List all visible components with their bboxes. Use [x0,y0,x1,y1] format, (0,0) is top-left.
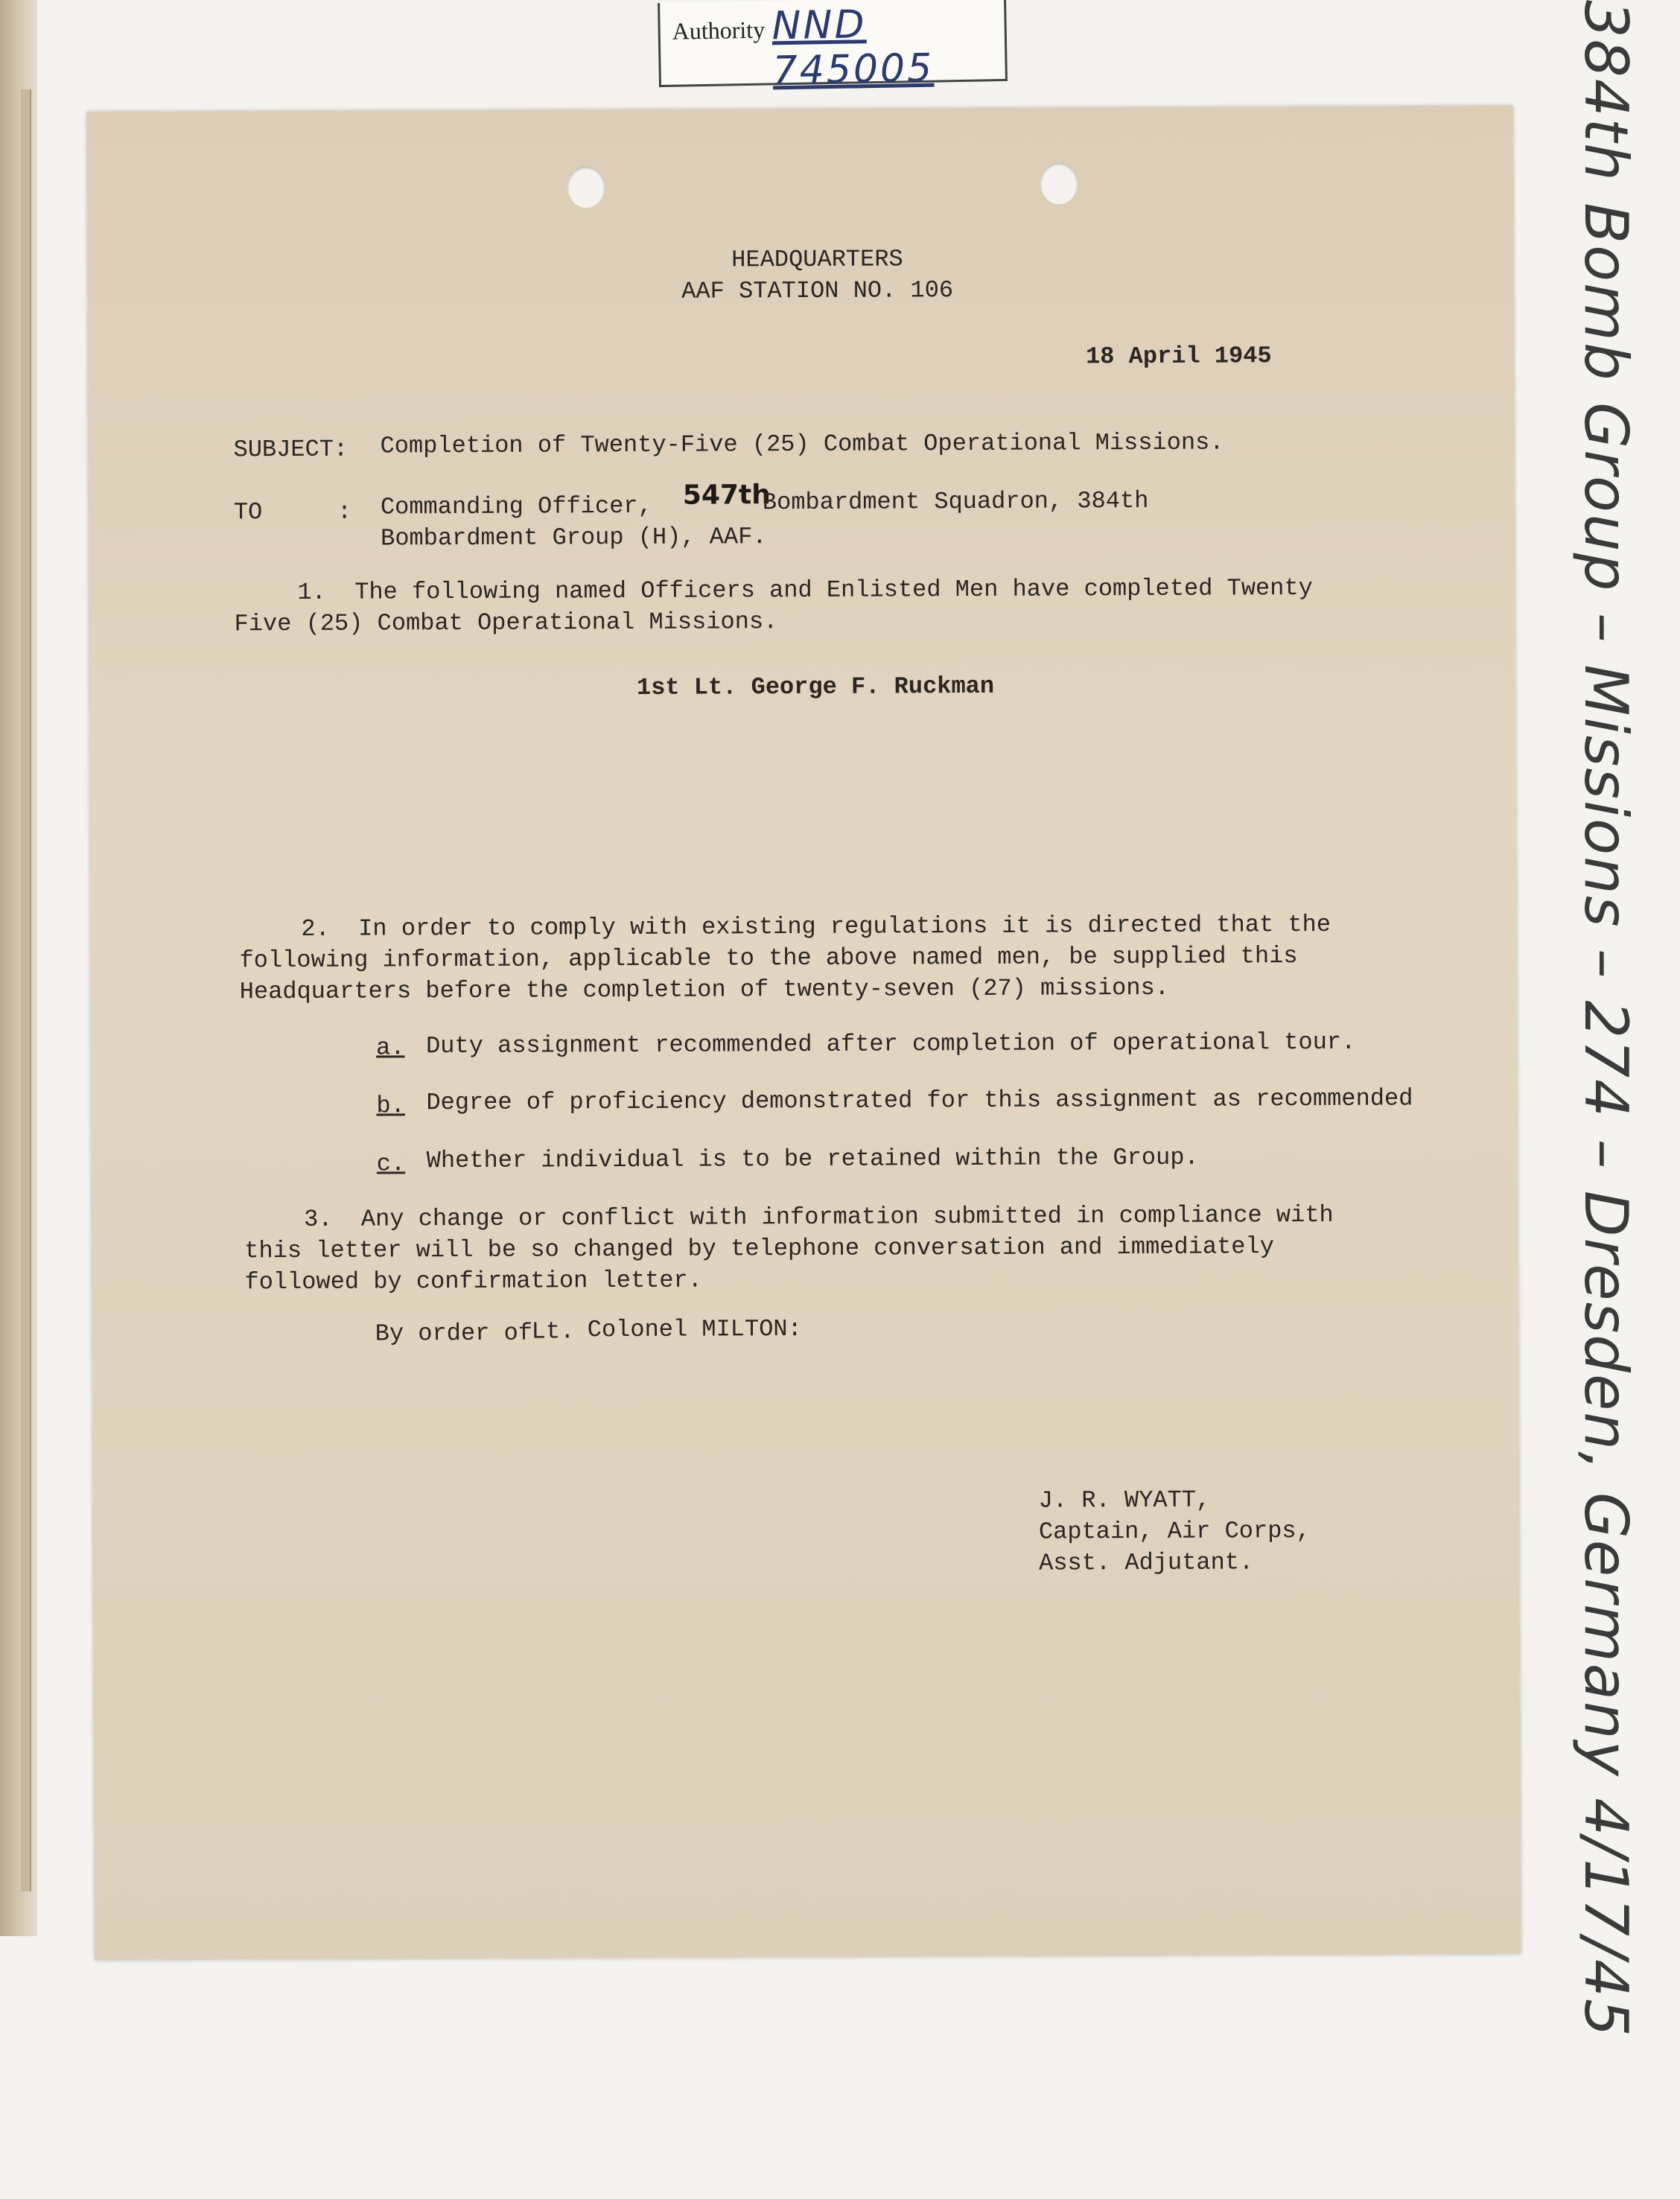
item-c-text: Whether individual is to be retained within the Group. [426,1143,1199,1175]
punch-hole-right [1040,162,1078,204]
document-date: 18 April 1945 [1085,342,1272,371]
order-before: By order of [375,1319,533,1348]
handwritten-squadron-insert: 547th [682,480,771,511]
authority-label: Authority [672,16,766,45]
authority-stamp [658,0,1008,94]
punch-hole-left [567,166,605,208]
header-line2: AAF STATION NO. 106 [681,276,954,305]
handwritten-margin-note: 384th Bomb Group – Missions – 274 – Dresden, Germany 4/17/45 [1571,0,1641,2038]
header-line1: HEADQUARTERS [731,245,903,274]
to-line2: Bombardment Group (H), AAF. [381,523,767,553]
item-c-letter: c. [376,1150,406,1178]
para3-line3: followed by confirmation letter. [244,1266,703,1296]
signature-line1: J. R. WYATT, [1038,1486,1211,1515]
item-a-text: Duty assignment recommended after completion of operational tour. [425,1028,1356,1060]
subject-label: SUBJECT: [233,435,349,464]
para2-line1: 2. In order to comply with existing regulations it is directed that the [301,910,1331,943]
to-colon: : [337,497,352,526]
para3-line1: 3. Any change or conflict with information submitted in compliance with [304,1200,1334,1233]
authority-code: NND 745005 [771,2,935,94]
backing-page-edge [21,89,31,1891]
para1-line1: 1. The following named Officers and Enlisted Men have completed Twenty [297,574,1313,606]
subject-text: Completion of Twenty-Five (25) Combat Operational Missions. [380,428,1224,460]
para1-line2: Five (25) Combat Operational Missions. [234,608,778,638]
named-officer: 1st Lt. George F. Ruckman [636,672,995,701]
para2-line2: following information, applicable to the above named men, be supplied this [239,942,1298,975]
item-b-text: Degree of proficiency demonstrated for this assignment as recommended [426,1084,1413,1117]
to-line1-a: Commanding Officer, [380,491,652,521]
item-b-letter: b. [376,1092,405,1120]
signature-line2: Captain, Air Corps, [1038,1517,1311,1546]
document-page [87,106,1521,1960]
order-after: Colonel MILTON: [587,1315,802,1344]
order-mark: Lt. [531,1317,575,1346]
para2-line3: Headquarters before the completion of twenty-seven (27) missions. [239,973,1170,1006]
para3-line2: this letter will be so changed by telephone conversation and immediately [244,1232,1274,1265]
to-line1-b: Bombardment Squadron, 384th [762,486,1149,517]
signature-line3: Asst. Adjutant. [1039,1548,1254,1577]
item-a-letter: a. [376,1034,405,1062]
to-label: TO [233,498,263,526]
backing-pages [0,0,37,1936]
